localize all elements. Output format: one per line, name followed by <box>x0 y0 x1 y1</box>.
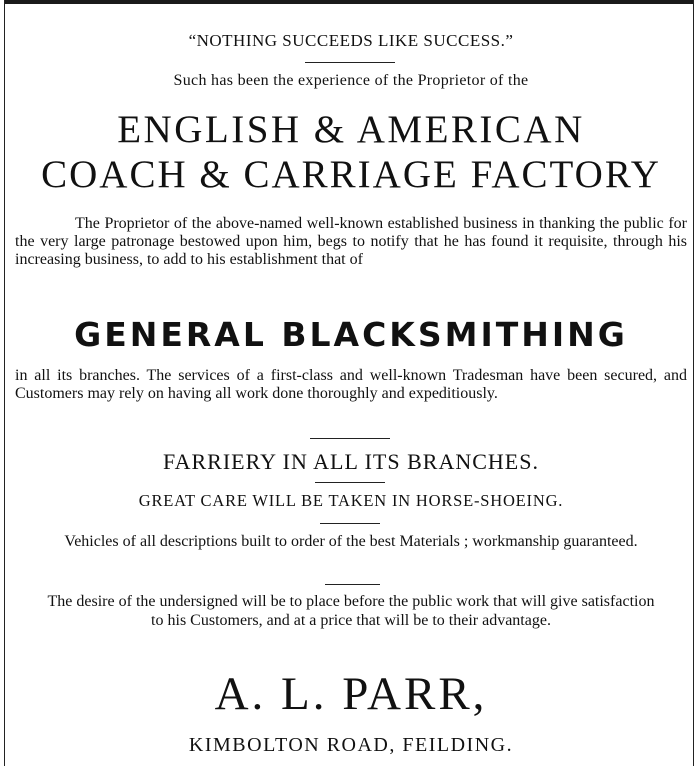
title-line-2: COACH & CARRIAGE FACTORY <box>41 153 661 196</box>
intro-paragraph <box>15 215 687 269</box>
advert-frame <box>4 0 694 766</box>
intro-paragraph-text: The Proprietor of the above-named well-known established business in thanking the public for the very large patronage bestowed upon him, begs to notify that he has found it requisite, through his increasing business, to add to his establishment that of <box>15 215 687 268</box>
divider-rule <box>325 584 380 585</box>
farriery-line: FARRIERY IN ALL ITS BRANCHES. <box>163 449 539 474</box>
divider-rule <box>315 482 385 483</box>
divider-rule <box>305 62 395 63</box>
services-paragraph: in all its branches. The services of a first-class and well-known Tradesman have been secured, and Customers may rely on having all work done thoroughly and expeditiously. <box>15 367 687 402</box>
proprietor-name: A. L. PARR, <box>214 668 488 720</box>
horse-shoeing-line: GREAT CARE WILL BE TAKEN IN HORSE-SHOEING. <box>138 491 564 510</box>
top-border-rule <box>5 0 693 4</box>
divider-rule <box>320 523 380 524</box>
divider-rule <box>310 438 390 439</box>
title-line-1: ENGLISH & AMERICAN <box>117 108 585 151</box>
address-line: KIMBOLTON ROAD, FEILDING. <box>188 734 514 756</box>
desire-paragraph: The desire of the undersigned will be to place before the public work that will give satisfaction to his Customers, and at a price that will be to their advantage. <box>47 593 655 629</box>
headline-blacksmithing: GENERAL BLACKSMITHING <box>74 315 628 354</box>
quote-heading: “NOTHING SUCCEEDS LIKE SUCCESS.” <box>188 31 514 50</box>
lead-line: Such has been the experience of the Proprietor of the <box>173 72 529 89</box>
vehicles-paragraph: Vehicles of all descriptions built to order of the best Materials ; workmanship guaranteed. <box>64 533 638 550</box>
